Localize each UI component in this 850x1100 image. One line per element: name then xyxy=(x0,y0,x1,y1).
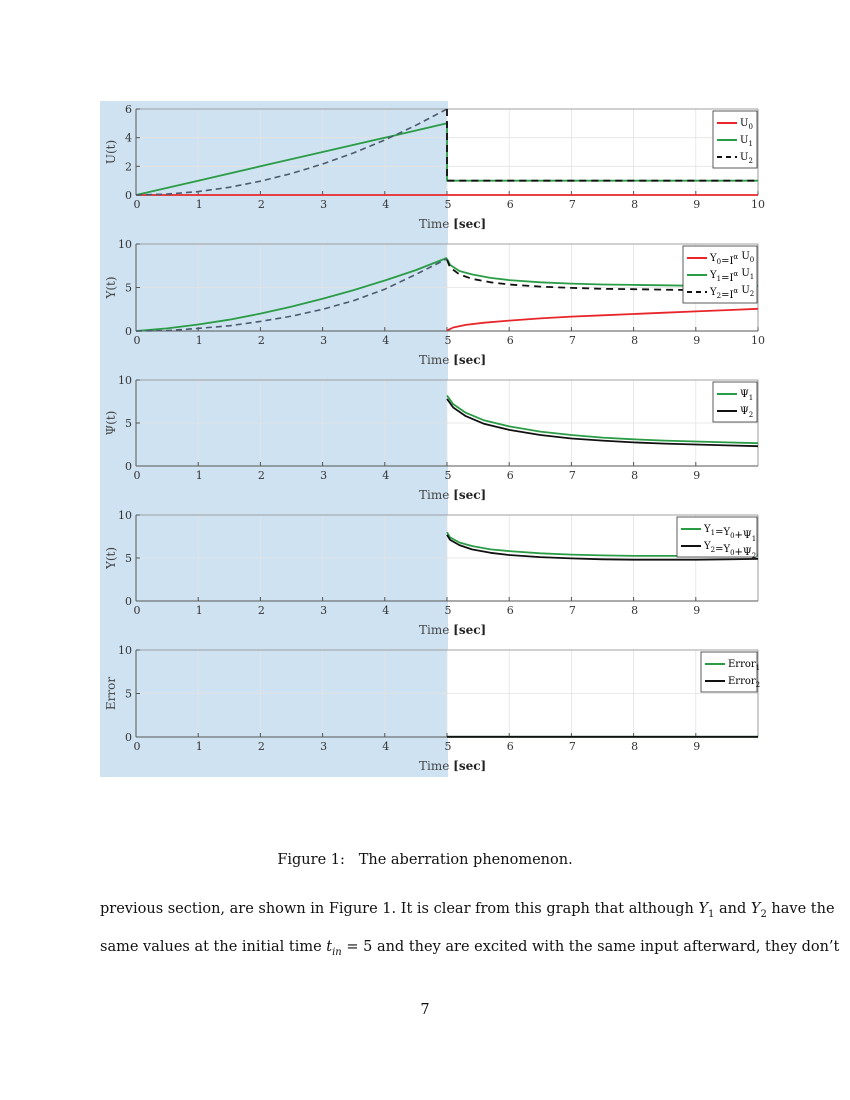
x-tick-label: 8 xyxy=(631,198,639,211)
x-tick-label: 8 xyxy=(631,740,639,753)
y-tick-label: 0 xyxy=(125,460,132,473)
x-axis-label: Time [sec] xyxy=(419,759,487,773)
y-tick-label: 6 xyxy=(125,103,132,116)
x-tick-label: 6 xyxy=(506,469,514,482)
x-tick-label: 7 xyxy=(568,740,576,753)
paragraph-text: and they are excited with the same input afterward, they don’t xyxy=(372,939,840,955)
x-tick-label: 3 xyxy=(320,198,328,211)
legend-label: $Y_1=Y_0+\Psi_1$ xyxy=(704,524,757,543)
x-tick-label: 0 xyxy=(133,334,141,347)
x-tick-label: 2 xyxy=(257,740,265,753)
x-tick-label: 6 xyxy=(506,740,514,753)
x-tick-label: 5 xyxy=(444,198,452,211)
legend xyxy=(713,111,757,168)
y-tick-label: 0 xyxy=(125,595,132,608)
x-tick-label: 4 xyxy=(382,334,390,347)
x-axis-label: Time [sec] xyxy=(419,217,487,231)
x-tick-label: 6 xyxy=(506,334,514,347)
y-axis-label: Error xyxy=(104,676,118,711)
x-tick-label: 9 xyxy=(693,198,701,211)
x-tick-label: 5 xyxy=(444,740,452,753)
legend-label: $Y_0=I^\alpha$ $U_0$ xyxy=(710,251,755,267)
legend-label: $Y_1=I^\alpha$ $U_1$ xyxy=(710,268,755,284)
x-tick-label: 3 xyxy=(320,604,328,617)
paragraph-text: same values at the initial time xyxy=(100,939,327,955)
legend-label: $Y_2=Y_0+\Psi_2$ xyxy=(704,541,757,560)
y-tick-label: 0 xyxy=(125,189,132,202)
x-tick-label: 1 xyxy=(195,334,203,347)
x-tick-label: 1 xyxy=(195,469,203,482)
x-tick-label: 2 xyxy=(257,334,265,347)
x-tick-label: 3 xyxy=(320,740,328,753)
y-axis-label: Y(t) xyxy=(104,546,118,570)
x-tick-label: 5 xyxy=(444,604,452,617)
y-tick-label: 10 xyxy=(118,509,132,522)
y-tick-label: 5 xyxy=(125,417,132,430)
x-axis-label: Time [sec] xyxy=(419,488,487,502)
legend xyxy=(701,652,760,692)
x-tick-label: 2 xyxy=(257,469,265,482)
x-tick-label: 8 xyxy=(631,604,639,617)
page-number: 7 xyxy=(420,1002,430,1018)
x-tick-label: 2 xyxy=(257,604,265,617)
x-tick-label: 9 xyxy=(693,604,701,617)
x-tick-label: 9 xyxy=(693,334,701,347)
paragraph-text: have the xyxy=(766,901,835,917)
x-tick-label: 0 xyxy=(133,198,141,211)
y-tick-label: 10 xyxy=(118,644,132,657)
legend-label: Error$_2$ xyxy=(728,676,761,689)
y-axis-label: Y(t) xyxy=(104,276,118,299)
x-tick-label: 7 xyxy=(568,334,576,347)
x-axis-label: Time [sec] xyxy=(419,353,487,367)
x-tick-label: 7 xyxy=(568,604,576,617)
x-tick-label: 1 xyxy=(195,198,203,211)
legend xyxy=(683,246,757,303)
x-tick-label: 9 xyxy=(693,469,701,482)
plot-area xyxy=(447,109,758,195)
x-tick-label: 4 xyxy=(382,198,390,211)
x-tick-label: 6 xyxy=(506,198,514,211)
x-tick-label: 0 xyxy=(133,604,141,617)
paragraph-line-1 xyxy=(100,901,835,920)
x-tick-label: 1 xyxy=(195,604,203,617)
x-tick-label: 9 xyxy=(693,740,701,753)
x-tick-label: 6 xyxy=(506,604,514,617)
math-Y2: $Y_2$ xyxy=(750,901,767,920)
caption-label: Figure 1: xyxy=(277,852,345,868)
y-tick-label: 0 xyxy=(125,731,132,744)
x-tick-label: 8 xyxy=(631,469,639,482)
x-tick-label: 1 xyxy=(195,740,203,753)
x-tick-label: 10 xyxy=(751,198,765,211)
y-axis-label: Ψ(t) xyxy=(104,410,118,436)
x-tick-label: 8 xyxy=(631,334,639,347)
x-tick-label: 4 xyxy=(382,604,390,617)
x-axis-label: Time [sec] xyxy=(419,623,487,637)
x-tick-label: 2 xyxy=(257,198,265,211)
legend-label: $U_0$ xyxy=(740,118,753,131)
legend-label: $\Psi_2$ xyxy=(740,406,754,419)
x-tick-label: 4 xyxy=(382,740,390,753)
legend-label: Error$_1$ xyxy=(728,659,761,672)
legend xyxy=(677,517,757,560)
x-tick-label: 5 xyxy=(444,334,452,347)
x-tick-label: 10 xyxy=(751,334,765,347)
legend-label: $Y_2=I^\alpha$ $U_2$ xyxy=(710,285,755,301)
x-tick-label: 4 xyxy=(382,469,390,482)
y-tick-label: 10 xyxy=(118,238,132,251)
y-tick-label: 2 xyxy=(125,160,132,174)
paragraph-text: and xyxy=(714,901,751,917)
y-tick-label: 10 xyxy=(118,374,132,387)
math-t-in: $t_{in}$ xyxy=(326,939,342,958)
paragraph-text: = 5 xyxy=(341,939,373,955)
y-tick-label: 4 xyxy=(125,131,132,145)
figure-caption xyxy=(0,852,850,868)
legend-label: $\Psi_1$ xyxy=(740,389,754,402)
paragraph-text: previous section, are shown in Figure 1. It is clear from this graph that although xyxy=(100,901,699,917)
y-tick-label: 5 xyxy=(125,281,132,295)
paragraph-line-2 xyxy=(100,939,840,958)
x-tick-label: 5 xyxy=(444,469,452,482)
math-Y1: $Y_1$ xyxy=(698,901,715,920)
y-tick-label: 0 xyxy=(125,325,132,338)
y-tick-label: 5 xyxy=(125,552,132,565)
y-axis-label: U(t) xyxy=(104,139,118,165)
x-tick-label: 3 xyxy=(320,469,328,482)
legend-label: $U_2$ xyxy=(740,152,753,165)
x-tick-label: 3 xyxy=(320,334,328,347)
x-tick-label: 0 xyxy=(133,469,141,482)
x-tick-label: 7 xyxy=(568,198,576,211)
shaded-region-t-before-5 xyxy=(100,101,448,777)
x-tick-label: 0 xyxy=(133,740,141,753)
x-tick-label: 7 xyxy=(568,469,576,482)
legend-label: $U_1$ xyxy=(740,135,753,148)
y-tick-label: 5 xyxy=(125,687,132,701)
legend xyxy=(713,382,757,422)
caption-text: The aberration phenomenon. xyxy=(358,852,573,868)
